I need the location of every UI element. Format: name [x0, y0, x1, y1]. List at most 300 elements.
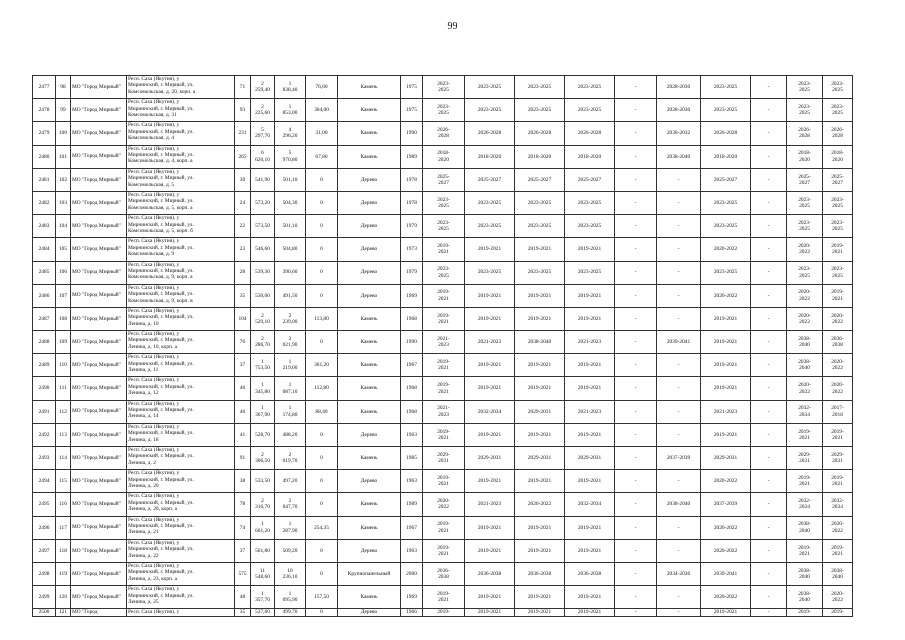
living-area-cell: 497,20 [275, 470, 306, 493]
period-cell-3: 2018-2020 [515, 145, 565, 168]
period-cell-6: 2039-2041 [657, 331, 701, 354]
residents-cell: 74 [235, 516, 251, 539]
year-built-cell: 1969 [401, 284, 423, 307]
address-cell: Респ. Саха (Якутия), у Мирнинский, г. Мирный, ул. Комсомольская, д. 9, корп. а [127, 261, 235, 284]
nonliving-area-cell: 113,80 [306, 307, 338, 330]
period-cell-3: 2019-2021 [515, 586, 565, 609]
period-cell-3: 2019-2021 [515, 609, 565, 616]
period-cell-5: - [615, 331, 657, 354]
residents-cell: 38 [235, 470, 251, 493]
table-row [33, 609, 853, 616]
period-cell-7: 2029-2031 [701, 447, 751, 470]
period-cell-5: - [615, 122, 657, 145]
period-cell-4: 2023-2025 [565, 215, 615, 238]
wall-material-cell: Камень [338, 307, 401, 330]
table-row [33, 261, 853, 284]
table-row [33, 377, 853, 400]
period-cell-4: 2023-2025 [565, 76, 615, 99]
local-number-cell: 106 [56, 261, 71, 284]
local-number-cell: 108 [56, 307, 71, 330]
residents-cell: 35 [235, 284, 251, 307]
address-cell: Респ. Саха (Якутия), у Мирнинский, г. Мирный, ул. Ленина, д. 2 [127, 447, 235, 470]
period-cell-2: 2032-2034 [465, 400, 515, 423]
period-cell-3: 2019-2021 [515, 470, 565, 493]
owner-cell: МО "Город Мирный" [71, 191, 127, 214]
period-cell-8: - [751, 122, 787, 145]
address-cell: Респ. Саха (Якутия), у Мирнинский, г. Мирный, ул. Комсомольская, д. 9, корп. в [127, 284, 235, 307]
residents-cell: 93 [235, 99, 251, 122]
period-cell-8: - [751, 447, 787, 470]
total-area-cell: 1 753,50 [251, 354, 275, 377]
wall-material-cell: Дерево [338, 284, 401, 307]
period-cell-5: - [615, 470, 657, 493]
wall-material-cell: Камень [338, 493, 401, 516]
period-cell-6: - [657, 307, 701, 330]
wall-material-cell: Дерево [338, 215, 401, 238]
year-built-cell: 1989 [401, 145, 423, 168]
year-built-cell: 1963 [401, 539, 423, 562]
owner-cell: МО "Город Мирный" [71, 447, 127, 470]
row-number-cell: 2482 [33, 191, 56, 214]
period-cell-9: 2025- 2027 [787, 168, 823, 191]
period-cell-1: 2023- 2025 [423, 215, 465, 238]
local-number-cell: 117 [56, 516, 71, 539]
period-cell-2: 2019-2021 [465, 238, 515, 261]
year-built-cell: 1979 [401, 261, 423, 284]
living-area-cell: 1 219,00 [275, 354, 306, 377]
nonliving-area-cell: 157,50 [306, 586, 338, 609]
local-number-cell: 100 [56, 122, 71, 145]
year-built-cell: 1963 [401, 423, 423, 446]
period-cell-5: - [615, 168, 657, 191]
period-cell-6: - [657, 191, 701, 214]
address-cell: Респ. Саха (Якутия), у Мирнинский, г. Мирный, ул. Ленина, д. 18 [127, 423, 235, 446]
living-area-cell: 1 853,00 [275, 99, 306, 122]
period-cell-5: - [615, 354, 657, 377]
period-cell-5: - [615, 99, 657, 122]
period-cell-7: 2039-2041 [701, 562, 751, 585]
period-cell-10: 2036- 2038 [823, 331, 853, 354]
row-number-cell: 2498 [33, 562, 56, 585]
total-area-cell: 11 548,60 [251, 562, 275, 585]
living-area-cell: 390,60 [275, 261, 306, 284]
address-cell: Респ. Саха (Якутия), у Мирнинский, г. Мирный, ул. Ленина, д. 12 [127, 377, 235, 400]
period-cell-2: 2023-2025 [465, 191, 515, 214]
year-built-cell: 1968 [401, 307, 423, 330]
period-cell-5: - [615, 191, 657, 214]
period-cell-3: 2036-2038 [515, 562, 565, 585]
table-row [33, 215, 853, 238]
period-cell-9: 2023- 2025 [787, 261, 823, 284]
period-cell-3: 2019-2021 [515, 238, 565, 261]
period-cell-5: - [615, 447, 657, 470]
period-cell-2: 2023-2025 [465, 76, 515, 99]
local-number-cell: 107 [56, 284, 71, 307]
nonliving-area-cell: 0 [306, 539, 338, 562]
period-cell-9: 2023- 2025 [787, 76, 823, 99]
year-built-cell: 1967 [401, 516, 423, 539]
residents-cell: 24 [235, 191, 251, 214]
period-cell-2: 2019-2021 [465, 516, 515, 539]
owner-cell: МО "Город Мирный" [71, 331, 127, 354]
period-cell-2: 2019-2021 [465, 470, 515, 493]
nonliving-area-cell: 0 [306, 191, 338, 214]
year-built-cell: 1968 [401, 400, 423, 423]
wall-material-cell: Камень [338, 586, 401, 609]
period-cell-7: 2018-2020 [701, 145, 751, 168]
owner-cell: МО "Город [71, 609, 127, 616]
total-area-cell: 6 620,10 [251, 145, 275, 168]
row-number-cell: 2487 [33, 307, 56, 330]
period-cell-10: 2019- 2021 [823, 470, 853, 493]
period-cell-8: - [751, 331, 787, 354]
living-area-cell: 509,20 [275, 539, 306, 562]
period-cell-7: 2023-2025 [701, 191, 751, 214]
residents-cell: 23 [235, 238, 251, 261]
period-cell-7: 2020-2022 [701, 586, 751, 609]
period-cell-5: - [615, 539, 657, 562]
row-number-cell: 2496 [33, 516, 56, 539]
table-row [33, 423, 853, 446]
address-cell: Респ. Саха (Якутия), у [127, 609, 235, 616]
period-cell-9: 2018- 2020 [787, 145, 823, 168]
period-cell-5: - [615, 562, 657, 585]
living-area-cell: 499,70 [275, 609, 306, 616]
owner-cell: МО "Город Мирный" [71, 168, 127, 191]
total-area-cell: 546,60 [251, 238, 275, 261]
period-cell-10: 2019- 2021 [823, 423, 853, 446]
period-cell-5: - [615, 76, 657, 99]
period-cell-6: 2037-2039 [657, 447, 701, 470]
residents-cell: 28 [235, 261, 251, 284]
period-cell-1: 2023- 2025 [423, 261, 465, 284]
period-cell-10: 2023- 2025 [823, 99, 853, 122]
nonliving-area-cell: 0 [306, 168, 338, 191]
row-number-cell: 2492 [33, 423, 56, 446]
residents-cell: 78 [235, 493, 251, 516]
period-cell-2: 2025-2027 [465, 168, 515, 191]
period-cell-2: 2036-2038 [465, 562, 515, 585]
nonliving-area-cell: 0 [306, 238, 338, 261]
living-area-cell: 2 019,70 [275, 447, 306, 470]
period-cell-6: 2038-2040 [657, 493, 701, 516]
address-cell: Респ. Саха (Якутия), у Мирнинский, г. Мирный, ул. Ленина, д. 14 [127, 400, 235, 423]
table-row [33, 307, 853, 330]
wall-material-cell: Камень [338, 400, 401, 423]
year-built-cell: 1985 [401, 447, 423, 470]
period-cell-2: 2019-2021 [465, 539, 515, 562]
wall-material-cell: Дерево [338, 609, 401, 616]
row-number-cell: 2494 [33, 470, 56, 493]
owner-cell: МО "Город Мирный" [71, 76, 127, 99]
period-cell-3: 2019-2021 [515, 539, 565, 562]
nonliving-area-cell: 0 [306, 562, 338, 585]
period-cell-4: 2029-2031 [565, 447, 615, 470]
period-cell-4: 2019-2021 [565, 423, 615, 446]
period-cell-6: - [657, 284, 701, 307]
period-cell-2: 2019-2021 [465, 307, 515, 330]
address-cell: Респ. Саха (Якутия), у Мирнинский, г. Мирный, ул. Комсомольская, д. 9 [127, 238, 235, 261]
period-cell-8: - [751, 539, 787, 562]
row-number-cell: 2485 [33, 261, 56, 284]
table-row [33, 99, 853, 122]
period-cell-8: - [751, 609, 787, 616]
living-area-cell: 5 970,80 [275, 145, 306, 168]
local-number-cell: 104 [56, 215, 71, 238]
nonliving-area-cell: 76,60 [306, 76, 338, 99]
period-cell-8: - [751, 76, 787, 99]
period-cell-3: 2023-2025 [515, 215, 565, 238]
period-cell-5: - [615, 586, 657, 609]
row-number-cell: 2479 [33, 122, 56, 145]
row-number-cell: 2493 [33, 447, 56, 470]
period-cell-1: 2023- 2025 [423, 191, 465, 214]
period-cell-8: - [751, 99, 787, 122]
period-cell-1: 2020- 2022 [423, 493, 465, 516]
period-cell-6: - [657, 586, 701, 609]
period-cell-5: - [615, 307, 657, 330]
row-number-cell: 2480 [33, 145, 56, 168]
period-cell-10: 2019- 2021 [823, 284, 853, 307]
local-number-cell: 121 [56, 609, 71, 616]
living-area-cell: 10 236,10 [275, 562, 306, 585]
address-cell: Респ. Саха (Якутия), у Мирнинский, г. Мирный, ул. Ленина, д. 22 [127, 539, 235, 562]
period-cell-9: 2019- 2021 [787, 539, 823, 562]
period-cell-10: 2018- 2020 [823, 145, 853, 168]
period-cell-7: 2019-2021 [701, 609, 751, 616]
nonliving-area-cell: 0 [306, 284, 338, 307]
period-cell-2: 2021-2023 [465, 331, 515, 354]
total-area-cell: 537,60 [251, 609, 275, 616]
period-cell-6: - [657, 470, 701, 493]
total-area-cell: 2 259,40 [251, 76, 275, 99]
period-cell-1: 2019- 2021 [423, 423, 465, 446]
period-cell-3: 2019-2021 [515, 423, 565, 446]
period-cell-1: 2019- 2021 [423, 284, 465, 307]
period-cell-10: 2020- 2022 [823, 586, 853, 609]
local-number-cell: 119 [56, 562, 71, 585]
period-cell-1: 2023- 2025 [423, 76, 465, 99]
local-number-cell: 120 [56, 586, 71, 609]
row-number-cell: 2481 [33, 168, 56, 191]
period-cell-9: 2020- 2022 [787, 377, 823, 400]
address-cell: Респ. Саха (Якутия), у Мирнинский, г. Мирный, ул. Ленина, д. 11 [127, 354, 235, 377]
local-number-cell: 102 [56, 168, 71, 191]
period-cell-8: - [751, 284, 787, 307]
nonliving-area-cell: 0 [306, 609, 338, 616]
local-number-cell: 101 [56, 145, 71, 168]
period-cell-4: 2021-2023 [565, 331, 615, 354]
table-row [33, 516, 853, 539]
period-cell-7: 2026-2028 [701, 122, 751, 145]
table-row [33, 354, 853, 377]
row-number-cell: 2477 [33, 76, 56, 99]
period-cell-7: 2019-2021 [701, 377, 751, 400]
period-cell-9: 2038- 2040 [787, 331, 823, 354]
owner-cell: МО "Город Мирный" [71, 516, 127, 539]
local-number-cell: 110 [56, 354, 71, 377]
period-cell-2: 2029-2031 [465, 447, 515, 470]
period-cell-1: 2019- 2021 [423, 354, 465, 377]
period-cell-10: 2020- 2022 [823, 307, 853, 330]
period-cell-10: 2032- 2034 [823, 493, 853, 516]
wall-material-cell: Дерево [338, 423, 401, 446]
housing-table [32, 75, 853, 617]
year-built-cell: 1975 [401, 99, 423, 122]
address-cell: Респ. Саха (Якутия), у Мирнинский, г. Мирный, ул. Комсомольская, д. 20, корп. а [127, 76, 235, 99]
period-cell-1: 2036- 2038 [423, 562, 465, 585]
residents-cell: 41 [235, 423, 251, 446]
period-cell-10: 2019- [823, 609, 853, 616]
wall-material-cell: Дерево [338, 168, 401, 191]
year-built-cell: 1990 [401, 331, 423, 354]
period-cell-1: 2019- 2021 [423, 307, 465, 330]
wall-material-cell: Камень [338, 331, 401, 354]
wall-material-cell: Камень [338, 354, 401, 377]
wall-material-cell: Камень [338, 145, 401, 168]
period-cell-4: 2019-2021 [565, 354, 615, 377]
nonliving-area-cell: 31,00 [306, 122, 338, 145]
period-cell-6: - [657, 423, 701, 446]
living-area-cell: 504,80 [275, 238, 306, 261]
row-number-cell: 2497 [33, 539, 56, 562]
period-cell-7: 2020-2022 [701, 539, 751, 562]
period-cell-6: 2038-2040 [657, 145, 701, 168]
period-cell-7: 2020-2022 [701, 238, 751, 261]
local-number-cell: 115 [56, 470, 71, 493]
nonliving-area-cell: 0 [306, 470, 338, 493]
period-cell-1: 2019- 2021 [423, 586, 465, 609]
owner-cell: МО "Город Мирный" [71, 261, 127, 284]
period-cell-4: 2032-2034 [565, 493, 615, 516]
period-cell-3: 2026-2028 [515, 122, 565, 145]
table-row [33, 238, 853, 261]
local-number-cell: 113 [56, 423, 71, 446]
period-cell-7: 2025-2027 [701, 168, 751, 191]
year-built-cell: 1990 [401, 122, 423, 145]
wall-material-cell: Камень [338, 76, 401, 99]
period-cell-4: 2019-2021 [565, 539, 615, 562]
period-cell-4: 2019-2021 [565, 516, 615, 539]
row-number-cell: 2478 [33, 99, 56, 122]
period-cell-1: 2026- 2028 [423, 122, 465, 145]
living-area-cell: 1 838,40 [275, 76, 306, 99]
nonliving-area-cell: 0 [306, 493, 338, 516]
period-cell-6: - [657, 400, 701, 423]
period-cell-2: 2019-2021 [465, 284, 515, 307]
total-area-cell: 539,30 [251, 261, 275, 284]
period-cell-3: 2023-2025 [515, 76, 565, 99]
table-row [33, 400, 853, 423]
period-cell-7: 2019-2021 [701, 423, 751, 446]
residents-cell: 46 [235, 400, 251, 423]
period-cell-2: 2019-2021 [465, 609, 515, 616]
local-number-cell: 114 [56, 447, 71, 470]
period-cell-8: - [751, 423, 787, 446]
year-built-cell: 1989 [401, 493, 423, 516]
local-number-cell: 109 [56, 331, 71, 354]
wall-material-cell: Камень [338, 377, 401, 400]
period-cell-7: 2019-2021 [701, 331, 751, 354]
residents-cell: 231 [235, 122, 251, 145]
period-cell-5: - [615, 238, 657, 261]
year-built-cell: 1969 [401, 586, 423, 609]
owner-cell: МО "Город Мирный" [71, 470, 127, 493]
period-cell-5: - [615, 423, 657, 446]
nonliving-area-cell: 0 [306, 447, 338, 470]
owner-cell: МО "Город Мирный" [71, 238, 127, 261]
residents-cell: 104 [235, 307, 251, 330]
owner-cell: МО "Город Мирный" [71, 586, 127, 609]
table-row [33, 76, 853, 99]
living-area-cell: 2 021,90 [275, 331, 306, 354]
period-cell-2: 2019-2021 [465, 586, 515, 609]
period-cell-4: 2019-2021 [565, 470, 615, 493]
period-cell-10: 2020- 2022 [823, 516, 853, 539]
table-row [33, 447, 853, 470]
period-cell-3: 2025-2027 [515, 168, 565, 191]
period-cell-1: 2019- 2021 [423, 377, 465, 400]
total-area-cell: 541,90 [251, 168, 275, 191]
address-cell: Респ. Саха (Якутия), у Мирнинский, г. Мирный, ул. Комсомольская, д. 4 [127, 122, 235, 145]
owner-cell: МО "Город Мирный" [71, 423, 127, 446]
period-cell-9: 2023- 2025 [787, 191, 823, 214]
residents-cell: 37 [235, 354, 251, 377]
period-cell-9: 2038- 2040 [787, 516, 823, 539]
period-cell-9: 2019- 2021 [787, 470, 823, 493]
period-cell-4: 2019-2021 [565, 586, 615, 609]
table-row [33, 145, 853, 168]
living-area-cell: 501,10 [275, 168, 306, 191]
period-cell-9: 2029- 2031 [787, 447, 823, 470]
residents-cell: 48 [235, 586, 251, 609]
total-area-cell: 530,00 [251, 284, 275, 307]
year-built-cell: 1975 [401, 76, 423, 99]
period-cell-1: 2019- 2021 [423, 516, 465, 539]
period-cell-8: - [751, 400, 787, 423]
period-cell-3: 2029-2031 [515, 400, 565, 423]
living-area-cell: 2 239,00 [275, 307, 306, 330]
total-area-cell: 1 345,80 [251, 377, 275, 400]
wall-material-cell: Дерево [338, 539, 401, 562]
address-cell: Респ. Саха (Якутия), у Мирнинский, г. Мирный, ул. Ленина, д. 20 [127, 470, 235, 493]
residents-cell: 71 [235, 76, 251, 99]
wall-material-cell: Дерево [338, 470, 401, 493]
period-cell-5: - [615, 284, 657, 307]
year-built-cell: 2000 [401, 562, 423, 585]
period-cell-10: 2020- 2022 [823, 354, 853, 377]
local-number-cell: 105 [56, 238, 71, 261]
living-area-cell: 1 287,90 [275, 516, 306, 539]
local-number-cell: 118 [56, 539, 71, 562]
nonliving-area-cell: 0 [306, 331, 338, 354]
period-cell-4: 2023-2025 [565, 191, 615, 214]
period-cell-7: 2023-2025 [701, 215, 751, 238]
table-row [33, 191, 853, 214]
year-built-cell: 1966 [401, 609, 423, 616]
address-cell: Респ. Саха (Якутия), у Мирнинский, г. Мирный, ул. Ленина, д. 25 [127, 586, 235, 609]
address-cell: Респ. Саха (Якутия), у Мирнинский, г. Мирный, ул. Ленина, д. 21 [127, 516, 235, 539]
total-area-cell: 573,50 [251, 215, 275, 238]
period-cell-2: 2023-2025 [465, 215, 515, 238]
period-cell-1: 2019- 2021 [423, 539, 465, 562]
address-cell: Респ. Саха (Якутия), у Мирнинский, г. Мирный, ул. Комсомольская, д. 5 [127, 168, 235, 191]
row-number-cell: 2495 [33, 493, 56, 516]
period-cell-1: 2021- 2023 [423, 400, 465, 423]
period-cell-7: 2023-2025 [701, 261, 751, 284]
period-cell-4: 2019-2021 [565, 609, 615, 616]
period-cell-9: 2019- [787, 609, 823, 616]
